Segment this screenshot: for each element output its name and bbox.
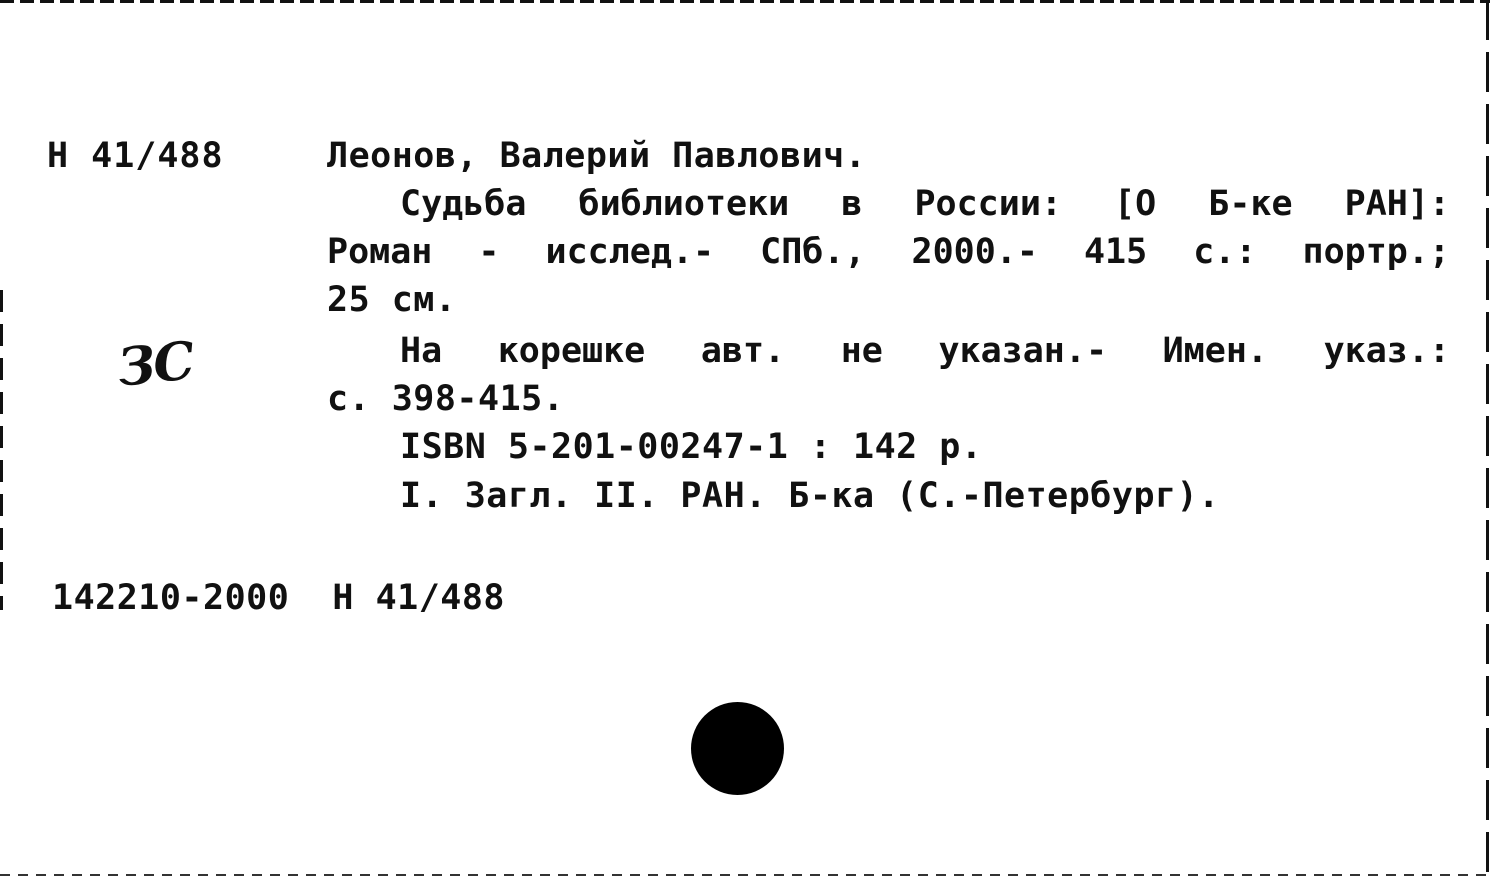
author-heading: Леонов, Валерий Павлович. xyxy=(327,136,867,176)
scan-edge-top xyxy=(0,0,1490,3)
title-line-3: 25 см. xyxy=(327,280,457,320)
scan-edge-right xyxy=(1486,0,1489,877)
scan-edge-left xyxy=(0,290,3,610)
tracing-entries: I. Загл. II. РАН. Б-ка (С.-Петербург). xyxy=(400,476,1220,516)
title-line-2: Роман - исслед.- СПб., 2000.- 415 с.: портр.; xyxy=(327,232,1450,272)
punch-hole xyxy=(691,702,784,795)
accession-number: 142210-2000 Н 41/488 xyxy=(52,578,506,618)
scan-edge-bottom xyxy=(0,874,1490,876)
note-line-2: с. 398-415. xyxy=(327,379,565,419)
note-line-1: На корешке авт. не указан.- Имен. указ.: xyxy=(400,331,1450,371)
isbn-price: ISBN 5-201-00247-1 : 142 р. xyxy=(400,427,983,467)
handwritten-mark: ЗС xyxy=(114,330,196,399)
shelfmark: Н 41/488 xyxy=(47,136,224,176)
title-line-1: Судьба библиотеки в России: [О Б-ке РАН]: xyxy=(400,184,1450,224)
